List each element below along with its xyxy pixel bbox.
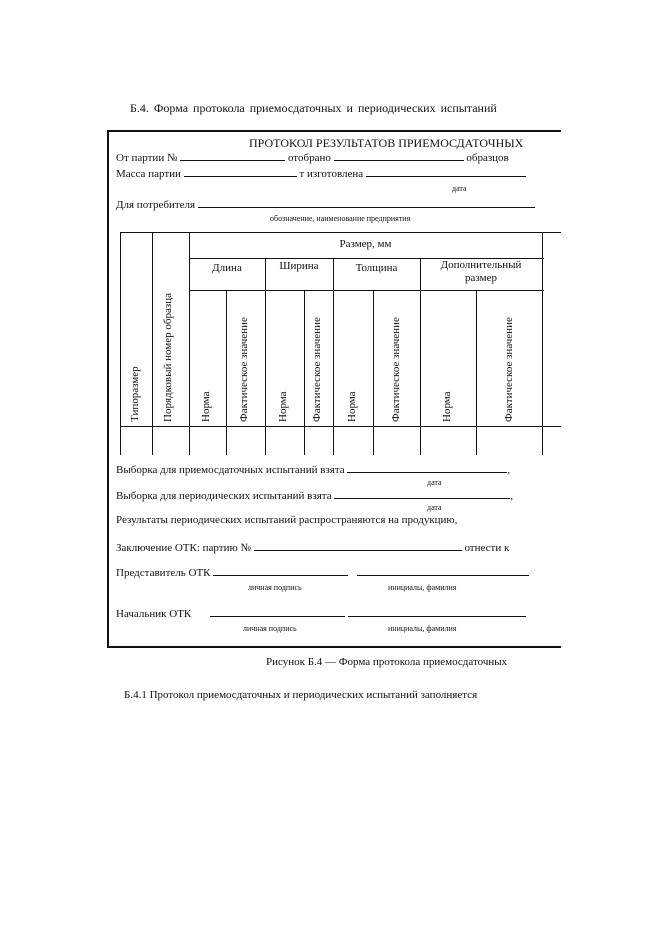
col-thickness-norm: Норма <box>346 391 358 422</box>
assign-to-label: отнести к <box>464 542 510 554</box>
sample-periodic-date-field[interactable] <box>334 489 510 499</box>
representative-label: Представитель ОТК <box>116 567 211 579</box>
initials-hint: инициалы, фамилия <box>388 583 457 592</box>
samples-label: образцов <box>466 152 509 164</box>
signature-hint: личная подпись <box>248 583 302 592</box>
size-header: Размер, мм <box>339 238 392 250</box>
col-additional-norm: Норма <box>441 391 453 422</box>
col-type: Типоразмер <box>129 366 141 422</box>
section-heading: Б.4. Форма протокола приемосдаточных и периодических испытаний <box>130 101 497 115</box>
date-hint: дата <box>452 184 467 193</box>
conclusion-batch-field[interactable] <box>254 541 462 551</box>
col-additional-actual: Фактическое значение <box>503 317 515 422</box>
representative-signature-field[interactable] <box>213 566 348 576</box>
sample-acceptance-date-field[interactable] <box>347 463 507 473</box>
head-label: Начальник ОТК <box>116 608 192 620</box>
col-width-actual: Фактическое значение <box>311 317 323 422</box>
date-hint: дата <box>427 478 442 487</box>
consumer-field[interactable] <box>198 198 535 208</box>
date-hint: дата <box>427 503 442 512</box>
figure-caption: Рисунок Б.4 — Форма протокола приемосдаточных <box>266 656 508 668</box>
from-batch-label: От партии № <box>116 152 178 164</box>
conclusion-label: Заключение ОТК: партию № <box>116 542 251 554</box>
group-thickness: Толщина <box>355 262 398 274</box>
consumer-label: Для потребителя <box>116 199 196 211</box>
col-width-norm: Норма <box>277 391 289 422</box>
representative-name-field[interactable] <box>357 566 529 576</box>
enterprise-hint: обозначение, наименование предприятия <box>270 214 411 223</box>
document-page: Б.4. Форма протокола приемосдаточных и периодических испытаний ПРОТОКОЛ РЕЗУЛЬТАТОВ ПРИЕМОСДАТОЧНЫХ От партии № отобрано образцов Масса партии т изготовлена дата Для потребителя обозначение, наименование предприятия Размер, мм Длина Ширина Толщина Дополнительный размер Типоразмер Порядковый номер образца Норма Фактическое значение Норма Фактическое значение Норма Фактическое значение Норма Фактическое значение Выборка для приемосдаточных испытаний взята , дата Выборка для периодических испытаний взята , дата Результаты периодических испытаний распространяются на продукцию, Заключение ОТК: партию № отнести к Представитель ОТК личная подпись инициалы, фамилия Начальник ОТК личная подпись инициалы, фамилия Рисунок Б.4 — Форма протокола приемосдаточных Б.4.1 Протокол приемосдаточных и периодических испытаний заполняется <box>0 0 661 936</box>
signature-hint: личная подпись <box>243 624 297 633</box>
batch-number-field[interactable] <box>180 151 285 161</box>
manufactured-date-field[interactable] <box>366 167 526 177</box>
col-thickness-actual: Фактическое значение <box>390 317 402 422</box>
group-width: Ширина <box>279 260 319 272</box>
sample-periodic-label: Выборка для периодических испытаний взята <box>116 490 332 502</box>
results-apply-text: Результаты периодических испытаний распространяются на продукцию, <box>116 514 458 526</box>
head-name-field[interactable] <box>348 607 526 617</box>
batch-mass-label: Масса партии <box>116 168 181 180</box>
paragraph: Б.4.1 Протокол приемосдаточных и периодических испытаний заполняется <box>124 689 478 701</box>
selected-count-field[interactable] <box>334 151 464 161</box>
group-length: Длина <box>212 262 242 274</box>
col-length-norm: Норма <box>200 391 212 422</box>
col-length-actual: Фактическое значение <box>238 317 250 422</box>
head-signature-field[interactable] <box>210 607 345 617</box>
batch-mass-field[interactable] <box>184 167 297 177</box>
manufactured-label: т изготовлена <box>299 168 364 180</box>
initials-hint: инициалы, фамилия <box>388 624 457 633</box>
sample-acceptance-label: Выборка для приемосдаточных испытаний взята <box>116 464 345 476</box>
col-number: Порядковый номер образца <box>162 293 174 422</box>
form-title: ПРОТОКОЛ РЕЗУЛЬТАТОВ ПРИЕМОСДАТОЧНЫХ <box>249 136 524 150</box>
group-additional: Дополнительный размер <box>440 259 522 284</box>
selected-label: отобрано <box>287 152 331 164</box>
